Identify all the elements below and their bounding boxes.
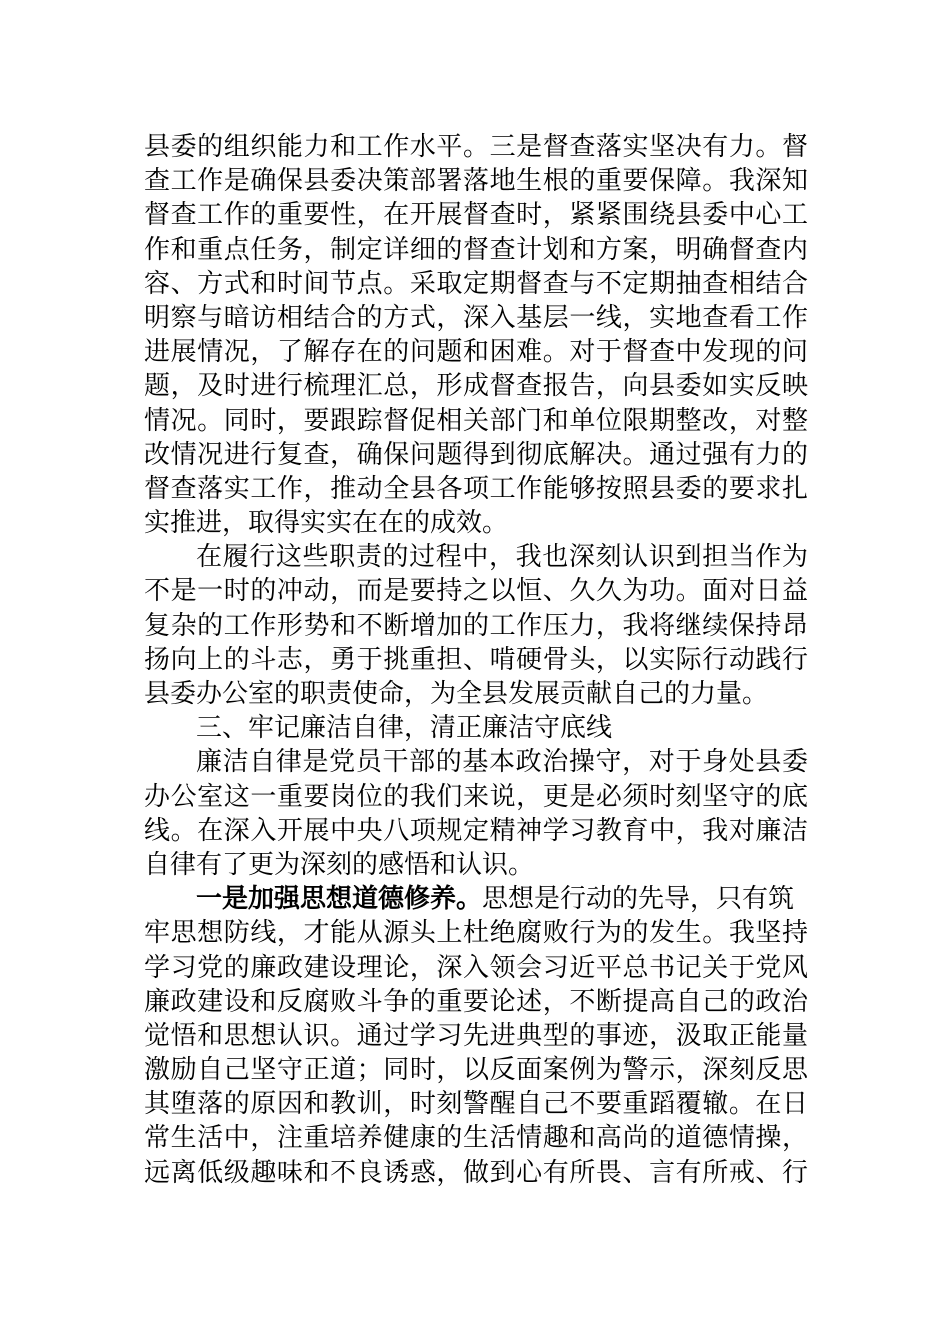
text-line: 远离低级趣味和不良诱惑，做到心有所畏、言有所戒、行 xyxy=(144,1157,808,1188)
text-line: 激励自己坚守正道；同时，以反面案例为警示，深刻反思 xyxy=(144,1055,808,1086)
text-line: 牢思想防线，才能从源头上杜绝腐败行为的发生。我坚持 xyxy=(144,918,808,949)
paragraph-first-line xyxy=(144,882,808,916)
text-line: 督查工作的重要性，在开展督查时，紧紧围绕县委中心工 xyxy=(144,200,808,231)
text-line: 扬向上的斗志，勇于挑重担、啃硬骨头，以实际行动践行 xyxy=(144,644,808,675)
subheading-bold: 一是加强思想道德修养。 xyxy=(196,884,483,915)
text-line: 线。在深入开展中央八项规定精神学习教育中，我对廉洁 xyxy=(144,815,808,846)
text-line: 廉政建设和反腐败斗争的重要论述，不断提高自己的政治 xyxy=(144,986,808,1017)
text-line: 办公室这一重要岗位的我们来说，更是必须时刻坚守的底 xyxy=(144,781,808,812)
text-line: 查工作是确保县委决策部署落地生根的重要保障。我深知 xyxy=(144,166,808,197)
text-line: 督查落实工作，推动全县各项工作能够按照县委的要求扎 xyxy=(144,473,808,504)
text-line: 学习党的廉政建设理论，深入领会习近平总书记关于党风 xyxy=(144,952,808,983)
text-line: 觉悟和思想认识。通过学习先进典型的事迹，汲取正能量 xyxy=(144,1020,808,1051)
section-heading: 三、牢记廉洁自律，清正廉洁守底线 xyxy=(196,713,613,744)
text-line: 明察与暗访相结合的方式，深入基层一线，实地查看工作 xyxy=(144,302,808,333)
text-line: 县委办公室的职责使命，为全县发展贡献自己的力量。 xyxy=(144,679,769,709)
text-line: 自律有了更为深刻的感悟和认识。 xyxy=(144,849,535,880)
text-line: 进展情况，了解存在的问题和困难。对于督查中发现的问 xyxy=(144,337,808,368)
text-line: 改情况进行复查，确保问题得到彻底解决。通过强有力的 xyxy=(144,439,808,470)
text-line: 实推进，取得实实在在的成效。 xyxy=(144,508,509,539)
text-line: 题，及时进行梳理汇总，形成督查报告，向县委如实反映 xyxy=(144,371,808,402)
text-line: 容、方式和时间节点。采取定期督查与不定期抽查相结合 xyxy=(144,268,808,299)
text-line: 其堕落的原因和教训，时刻警醒自己不要重蹈覆辙。在日 xyxy=(144,1089,808,1120)
paragraph-first-line: 廉洁自律是党员干部的基本政治操守，对于身处县委 xyxy=(196,747,808,778)
text-line: 情况。同时，要跟踪督促相关部门和单位限期整改，对整 xyxy=(144,405,808,436)
text-line: 作和重点任务，制定详细的督查计划和方案，明确督查内 xyxy=(144,234,808,265)
text-line: 县委的组织能力和工作水平。三是督查落实坚决有力。督 xyxy=(144,132,808,162)
text-line: 常生活中，注重培养健康的生活情趣和高尚的道德情操， xyxy=(144,1123,808,1154)
document-body xyxy=(144,130,808,1190)
text-line: 不是一时的冲动，而是要持之以恒、久久为功。面对日益 xyxy=(144,576,808,607)
paragraph-first-line: 在履行这些职责的过程中，我也深刻认识到担当作为 xyxy=(196,542,808,573)
text-line: 复杂的工作形势和不断增加的工作压力，我将继续保持昂 xyxy=(144,610,808,641)
text-run: 思想是行动的先导，只有筑 xyxy=(482,884,795,915)
